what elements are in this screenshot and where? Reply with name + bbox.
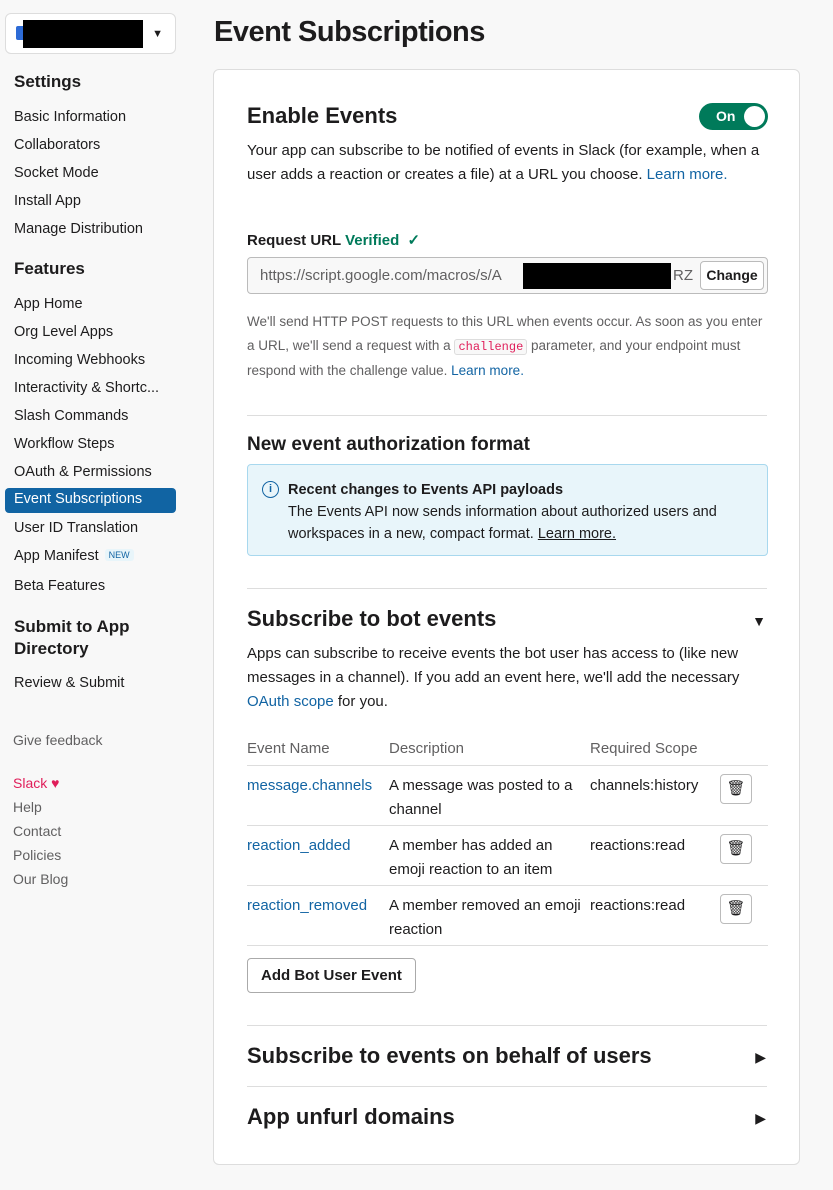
- delete-trash-icon[interactable]: 🗑: [720, 774, 752, 804]
- expand-triangle-icon[interactable]: ▶: [755, 1049, 766, 1065]
- auth-format-title: New event authorization format: [247, 434, 530, 455]
- policies-link[interactable]: Policies: [13, 847, 62, 863]
- url-tail: RZ: [673, 267, 693, 284]
- blog-link[interactable]: Our Blog: [13, 871, 69, 887]
- app-selector[interactable]: [5, 13, 176, 54]
- sidebar-item-workflow-steps[interactable]: Workflow Steps: [14, 436, 115, 452]
- table-row: [247, 825, 768, 885]
- help-link[interactable]: Help: [13, 799, 42, 815]
- event-description: A member removed an emoji reaction: [389, 885, 590, 945]
- features-heading: Features: [14, 259, 85, 278]
- learn-more-link[interactable]: Learn more.: [537, 526, 617, 542]
- request-url-label: [247, 231, 767, 249]
- sidebar-item-org-level-apps[interactable]: Org Level Apps: [14, 324, 114, 340]
- oauth-scope-link[interactable]: OAuth scope: [247, 693, 334, 710]
- help-text: We'll send HTTP POST requests to this URL when events occur. As soon as you enter a URL, we'll send a request with a: [247, 314, 763, 353]
- check-icon: ✓: [407, 232, 421, 249]
- submit-heading: Submit to App Directory: [14, 617, 130, 658]
- bot-events-table: [247, 735, 768, 946]
- toggle-knob: [744, 106, 765, 127]
- divider: [247, 1025, 767, 1026]
- sidebar-item-beta-features[interactable]: Beta Features: [14, 578, 106, 594]
- learn-more-link[interactable]: Learn more.: [451, 363, 524, 378]
- column-header: Event Name: [247, 740, 330, 757]
- sidebar-item-event-subscriptions[interactable]: Event Subscriptions: [5, 488, 176, 513]
- expand-triangle-icon[interactable]: ▶: [755, 1110, 766, 1126]
- sidebar-item-manage-distribution[interactable]: Manage Distribution: [14, 221, 143, 237]
- url-text: https://script.google.com/macros/s/A: [260, 267, 502, 284]
- description-text: Your app can subscribe to be notified of events in Slack (for example, when a user adds a reaction or creates a file) at a URL you choose.: [247, 142, 760, 183]
- slack-link[interactable]: Slack ♥: [13, 775, 60, 791]
- divider: [247, 1086, 767, 1087]
- sidebar-item-collaborators[interactable]: Collaborators: [14, 137, 101, 153]
- info-text: The Events API now sends information about authorized users and workspaces in a new, compact format.: [288, 504, 717, 542]
- sidebar-item-incoming-webhooks[interactable]: Incoming Webhooks: [14, 352, 146, 368]
- toggle-label: On: [716, 108, 736, 124]
- event-description: A member has added an emoji reaction to an item: [389, 825, 590, 885]
- sidebar-item-review-submit[interactable]: Review & Submit: [14, 675, 125, 691]
- request-url-input[interactable]: [247, 257, 768, 294]
- give-feedback-link[interactable]: Give feedback: [13, 732, 103, 748]
- info-title: Recent changes to Events API payloads: [288, 482, 564, 498]
- request-url-help: [247, 310, 767, 383]
- event-scope: channels:history: [590, 765, 720, 825]
- sidebar-item-install-app[interactable]: Install App: [14, 193, 81, 209]
- info-icon: i: [262, 481, 279, 498]
- caret-down-icon: ▼: [152, 28, 163, 40]
- event-scope: reactions:read: [590, 825, 720, 885]
- description-text: Apps can subscribe to receive events the bot user has access to (like new messages in a channel). If you add an event here, we'll add the necessary: [247, 645, 740, 686]
- info-banner: [247, 464, 768, 556]
- enable-events-toggle[interactable]: [699, 103, 768, 130]
- settings-heading: Settings: [14, 72, 82, 91]
- table-row: [247, 765, 768, 825]
- help-text-2: parameter, and your endpoint must respond with the challenge value.: [247, 338, 741, 378]
- delete-trash-icon[interactable]: 🗑: [720, 894, 752, 924]
- unfurl-domains-section[interactable]: App unfurl domains: [247, 1104, 455, 1129]
- info-body: [288, 501, 753, 545]
- event-name-link[interactable]: reaction_removed: [247, 896, 368, 914]
- divider: [247, 588, 767, 589]
- enable-events-title: Enable Events: [247, 103, 398, 128]
- sidebar-item-interactivity[interactable]: Interactivity & Shortc...: [14, 380, 160, 396]
- new-badge: NEW: [105, 549, 134, 561]
- bot-events-description: [247, 642, 767, 714]
- challenge-code: challenge: [454, 339, 527, 355]
- event-scope: reactions:read: [590, 885, 720, 945]
- collapse-triangle-icon[interactable]: ▼: [752, 613, 766, 629]
- user-events-section[interactable]: Subscribe to events on behalf of users: [247, 1043, 652, 1068]
- bot-events-title: Subscribe to bot events: [247, 606, 497, 631]
- sidebar-item-app-manifest[interactable]: [14, 548, 134, 564]
- verified-status: Verified: [345, 232, 400, 249]
- add-bot-user-event-button[interactable]: Add Bot User Event: [247, 958, 416, 993]
- column-header: Required Scope: [590, 740, 698, 757]
- divider: [247, 415, 767, 416]
- sidebar-item-oauth[interactable]: OAuth & Permissions: [14, 464, 152, 480]
- label-text: Request URL: [247, 232, 341, 249]
- column-header: Description: [389, 740, 465, 757]
- delete-trash-icon[interactable]: 🗑: [720, 834, 752, 864]
- change-button[interactable]: Change: [700, 261, 764, 290]
- sidebar-item-basic-information[interactable]: Basic Information: [14, 109, 127, 125]
- sidebar-item-user-id-translation[interactable]: User ID Translation: [14, 520, 139, 536]
- sidebar-item-slash-commands[interactable]: Slash Commands: [14, 408, 129, 424]
- page-title: Event Subscriptions: [214, 16, 485, 48]
- sidebar-item-label: App Manifest: [14, 548, 99, 564]
- event-name-link[interactable]: message.channels: [247, 776, 373, 794]
- settings-card: [213, 69, 800, 1165]
- learn-more-link[interactable]: Learn more.: [646, 166, 728, 183]
- enable-events-description: [247, 139, 767, 187]
- table-row: [247, 885, 768, 945]
- event-description: A message was posted to a channel: [389, 765, 590, 825]
- event-name-link[interactable]: reaction_added: [247, 836, 351, 854]
- sidebar-item-socket-mode[interactable]: Socket Mode: [14, 165, 99, 181]
- contact-link[interactable]: Contact: [13, 823, 62, 839]
- redacted-app-name: [23, 20, 143, 48]
- description-text-2: for you.: [337, 693, 388, 710]
- sidebar-item-app-home[interactable]: App Home: [14, 296, 83, 312]
- redacted-url: [523, 263, 671, 289]
